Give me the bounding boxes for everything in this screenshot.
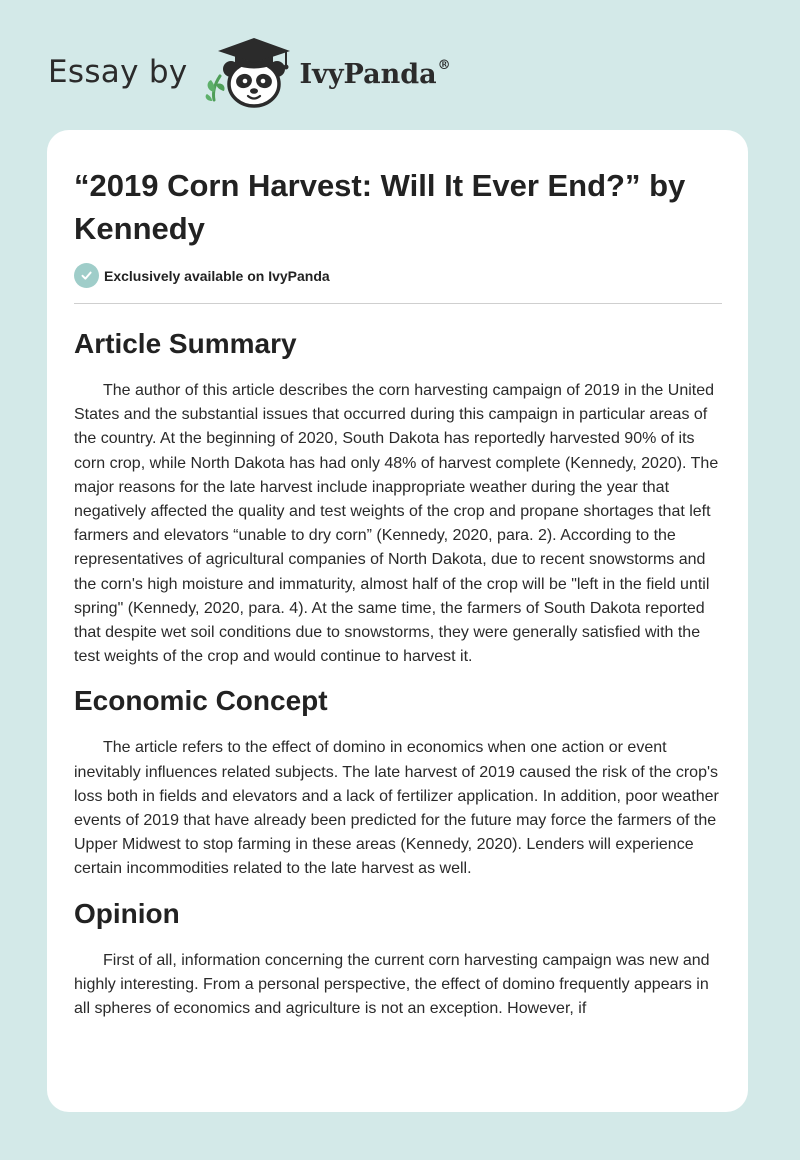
site-header	[48, 34, 451, 110]
registered-mark: ®	[437, 57, 451, 73]
essay-by-label: Essay by	[48, 54, 188, 90]
brand-text: IvyPanda	[299, 58, 437, 90]
essay-body	[74, 322, 726, 1031]
brand-name	[300, 59, 451, 90]
title-divider	[74, 303, 722, 304]
section-paragraph: The article refers to the effect of domino in economics when one action or event inevitably influences related subjects. The late harvest of 2019 caused the risk of the crop's loss both in fields and elevators and a lack of fertilizer application. In addition, poor weather events of 2019 that have already been predicted for the future may force the farmers of the Upper Midwest to stop farming in these areas (Kennedy, 2020). Lenders will experience certain incommodities related to the late harvest as well.	[74, 739, 719, 878]
section-heading: Economic Concept	[74, 685, 328, 717]
panda-logo-icon	[202, 34, 294, 110]
section-heading: Article Summary	[74, 328, 297, 359]
section-article-summary	[74, 322, 726, 669]
essay-card	[47, 130, 748, 1112]
essay-title: “2019 Corn Harvest: Will It Ever End?” by Kennedy	[74, 168, 686, 246]
section-economic-concept	[74, 679, 726, 881]
exclusive-badge-label: Exclusively available on IvyPanda	[104, 267, 330, 284]
section-paragraph: The author of this article describes the corn harvesting campaign of 2019 in the United States and the substantial issues that occurred during this campaign in particular areas of the country. At the beginning of 2020, South Dakota has reportedly harvested 90% of its corn crop, while North Dakota has had only 48% of harvest complete (Kennedy, 2020). The major reasons for the late harvest include inappropriate weather during the year that negatively affected the quality and test weights of the crop and propane shortages that left farmers and elevators “unable to dry corn” (Kennedy, 2020, para. 2). According to the representatives of agricultural companies of North Dakota, due to recent snowstorms and the corn's high moisture and immaturity, almost half of the crop will be "left in the field until spring" (Kennedy, 2020, para. 4). At the same time, the farmers of South Dakota reported that despite wet soil conditions due to snowstorms, they were generally satisfied with the test weights of the crop and would continue to harvest it.	[74, 382, 719, 666]
section-heading: Opinion	[74, 897, 180, 929]
check-circle-icon	[74, 263, 99, 288]
section-opinion	[74, 892, 726, 1022]
exclusive-badge	[74, 263, 330, 288]
checkmark-icon	[80, 269, 93, 282]
section-paragraph: First of all, information concerning the current corn harvesting campaign was new and highly interesting. From a personal perspective, the effect of domino frequently appears in all spheres of economics and agriculture is not an exception. However, if	[74, 951, 710, 1018]
